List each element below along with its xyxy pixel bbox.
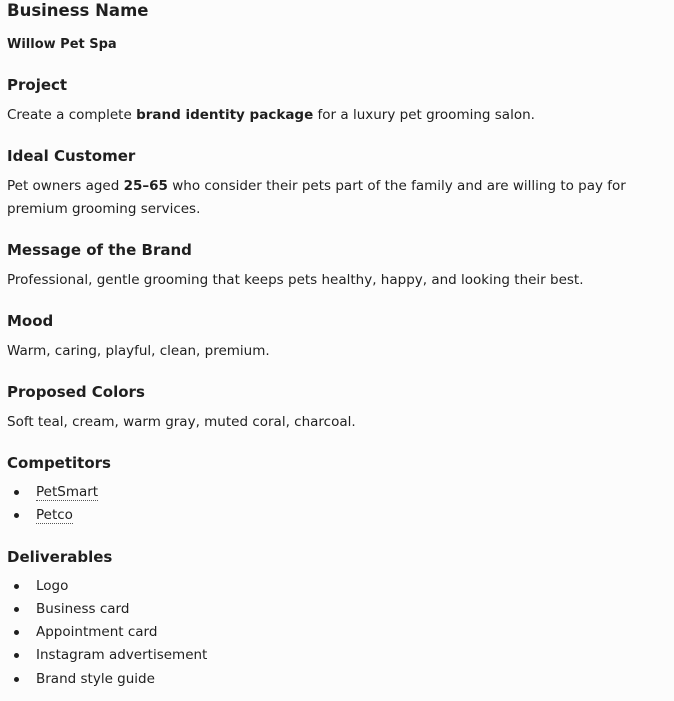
brand-message-heading: Message of the Brand <box>7 241 192 259</box>
project-text-start: Create a complete <box>7 107 137 123</box>
mood-section <box>7 311 674 363</box>
ideal-customer-age-range: 25–65 <box>123 178 168 194</box>
project-text <box>7 104 674 127</box>
deliverables-heading: Deliverables <box>7 547 113 566</box>
ideal-customer-text-end: who consider their pets part of the family and are willing to pay for premium grooming services. <box>7 178 626 217</box>
competitors-section <box>7 453 674 528</box>
deliverable-item: Logo <box>7 575 674 598</box>
competitor-item <box>7 481 674 504</box>
competitor-link-petco[interactable]: Petco <box>36 507 73 524</box>
project-section <box>7 75 674 127</box>
deliverable-item: Appointment card <box>7 621 674 644</box>
deliverables-section <box>7 547 674 691</box>
mood-text: Warm, caring, playful, clean, premium. <box>7 343 270 359</box>
ideal-customer-text <box>7 175 674 221</box>
competitors-heading: Competitors <box>7 454 111 472</box>
project-text-end: for a luxury pet grooming salon. <box>313 107 535 123</box>
brand-message-text: Professional, gentle grooming that keeps pets healthy, happy, and looking their best. <box>7 272 584 288</box>
competitor-link-petsmart[interactable]: PetSmart <box>36 484 99 500</box>
deliverable-item: Instagram advertisement <box>7 644 674 667</box>
proposed-colors-heading: Proposed Colors <box>7 383 145 401</box>
proposed-colors-section <box>7 382 674 434</box>
project-heading: Project <box>7 76 68 94</box>
brand-message-section <box>7 240 674 292</box>
deliverables-list <box>7 575 674 691</box>
competitors-list <box>7 481 674 528</box>
deliverable-item: Business card <box>7 598 674 621</box>
business-name-value: Willow Pet Spa <box>7 37 117 52</box>
business-name-heading: Business Name <box>7 1 149 20</box>
proposed-colors-text: Soft teal, cream, warm gray, muted coral, charcoal. <box>7 414 356 430</box>
deliverable-item: Brand style guide <box>7 668 674 691</box>
competitor-item <box>7 504 674 527</box>
mood-heading: Mood <box>7 312 54 330</box>
ideal-customer-text-start: Pet owners aged <box>7 178 124 194</box>
ideal-customer-section <box>7 146 674 221</box>
ideal-customer-heading: Ideal Customer <box>7 147 136 165</box>
project-text-emphasis: brand identity package <box>136 107 314 123</box>
